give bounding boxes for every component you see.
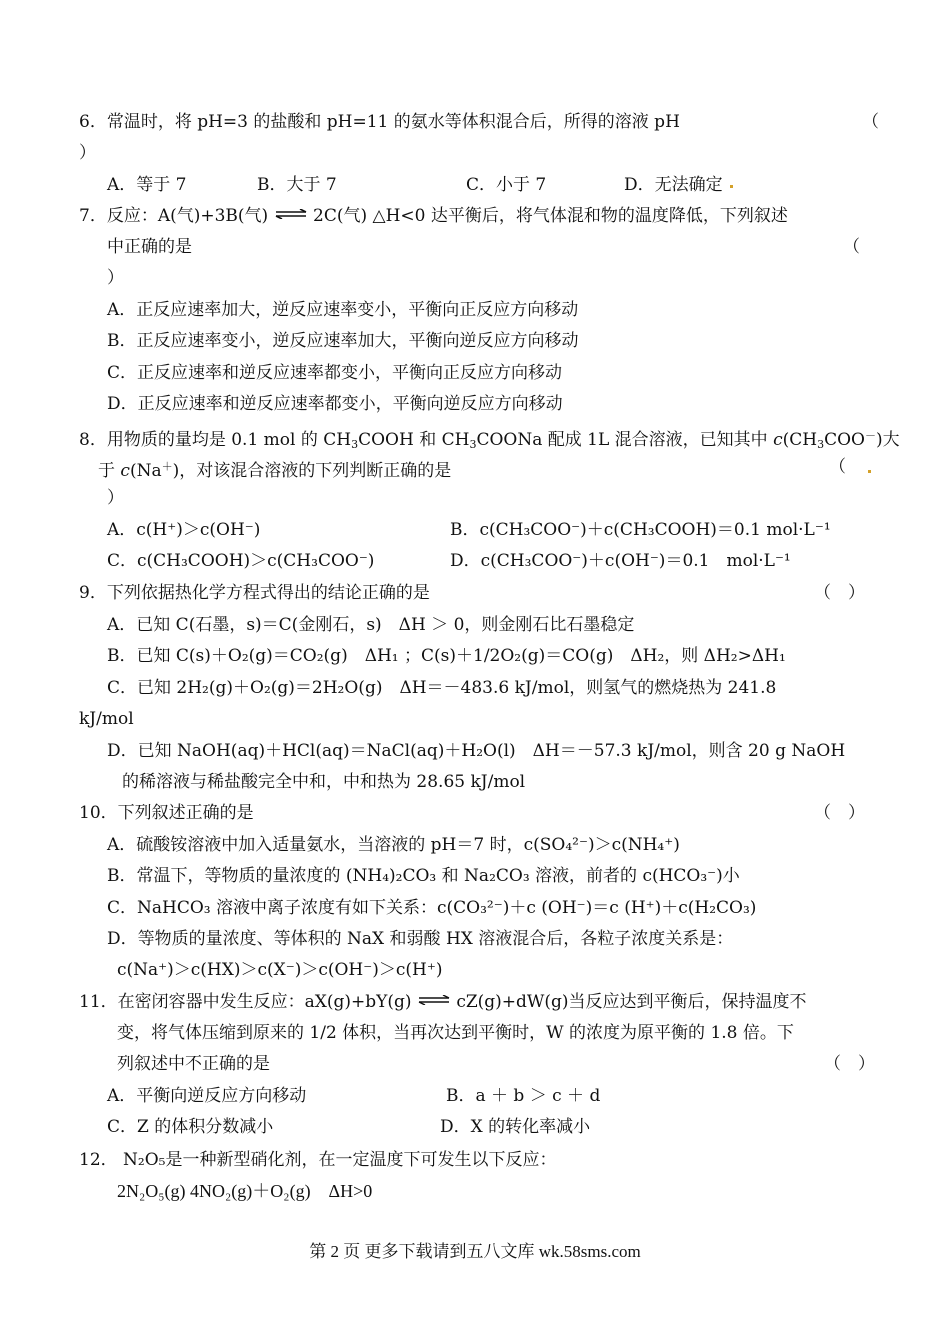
q10-option-d: D．等物质的量浓度、等体积的 NaX 和弱酸 HX 溶液混合后，各粒子浓度关系是： bbox=[107, 929, 734, 949]
q10-option-d-line2: c(Na⁺)＞c(HX)＞c(X⁻)＞c(OH⁻)＞c(H⁺) bbox=[117, 960, 443, 980]
q9-option-c: C．已知 2H₂(g)＋O₂(g)＝2H₂O(g) ΔH＝－483.6 kJ/mol，则氢气的燃烧热为 241.8 bbox=[107, 678, 777, 698]
q7-stem-pre: 7．反应：A(气)+3B(气) bbox=[79, 206, 269, 226]
equilibrium-arrow-icon bbox=[274, 209, 308, 219]
q9-option-d-line2: 的稀溶液与稀盐酸完全中和，中和热为 28.65 kJ/mol bbox=[122, 772, 526, 792]
q8-stem-part: c bbox=[773, 430, 783, 450]
q8-stem-part: COONa 配成 1L 混合溶液，已知其中 bbox=[476, 430, 774, 450]
q6-paren-open: （ bbox=[862, 112, 879, 132]
q8-stem-part: (Na bbox=[129, 461, 162, 481]
q12-stem: 12． N₂O₅是一种新型硝化剂，在一定温度下可发生以下反应： bbox=[79, 1150, 557, 1170]
q7-stem bbox=[79, 204, 788, 228]
q9-option-d: D．已知 NaOH(aq)＋HCl(aq)＝NaCl(aq)＋H₂O(l) ΔH＝－57.3 kJ/mol，则含 20 g NaOH bbox=[107, 741, 846, 761]
q8-paren-close: ） bbox=[107, 488, 124, 508]
q8-option-a: A．c(H⁺)＞c(OH⁻) bbox=[107, 520, 261, 540]
q11-option-b: B．a ＋ b ＞ c ＋ d bbox=[446, 1086, 601, 1106]
q8-stem: 8．用物质的量均是 0.1 mol 的 $CH_3COOH$ 和 $CH_3COONa$ 配成 1L 混合溶液，已知其中 $c(CH_3COO^-)$大 bbox=[79, 429, 900, 451]
q9-option-b: B．已知 C(s)＋O₂(g)＝CO₂(g) ΔH₁ ；C(s)＋1/2O₂(g)＝CO(g) ΔH₂，则 ΔH₂>ΔH₁ bbox=[107, 646, 786, 666]
q6-paren-close: ） bbox=[79, 143, 96, 163]
q9-option-a: A．已知 C(石墨，s)＝C(金刚石，s) ΔH ＞ 0，则金刚石比石墨稳定 bbox=[107, 615, 635, 635]
q11-stem bbox=[79, 990, 807, 1014]
q10-option-b: B．常温下，等物质的量浓度的 (NH₄)₂CO₃ 和 Na₂CO₃ 溶液，前者的 c(HCO₃⁻)小 bbox=[107, 866, 740, 886]
q10-paren: （ ） bbox=[814, 803, 865, 823]
q8-option-d: D．c(CH₃COO⁻)＋c(OH⁻)＝0.1 mol·L⁻¹ bbox=[450, 551, 791, 571]
q6-option-d: D．无法确定 bbox=[624, 175, 723, 195]
q8-paren-open: （ bbox=[829, 457, 846, 477]
q7-stem-line2: 中正确的是 bbox=[107, 237, 192, 257]
q9-option-c-line2: kJ/mol bbox=[79, 709, 134, 729]
q11-stem-line2: 变，将气体压缩到原来的 1/2 体积，当再次达到平衡时，W 的浓度为原平衡的 1.8 倍。下 bbox=[117, 1023, 794, 1043]
q7-option-c: C．正反应速率和逆反应速率都变小，平衡向正反应方向移动 bbox=[107, 363, 563, 383]
q11-option-c: C．Z 的体积分数减小 bbox=[107, 1117, 274, 1137]
q8-stem-part: c bbox=[120, 461, 130, 481]
q7-option-b: B．正反应速率变小，逆反应速率加大，平衡向逆反应方向移动 bbox=[107, 331, 579, 351]
q8-stem-line2: 于 c(Na＋)，对该混合溶液的下列判断正确的是 bbox=[98, 460, 452, 481]
q6-option-b: B．大于 7 bbox=[257, 175, 337, 195]
q11-stem-line3: 列叙述中不正确的是 bbox=[117, 1054, 270, 1074]
q11-stem-pre: 11．在密闭容器中发生反应：aX(g)+bY(g) bbox=[79, 992, 412, 1012]
q11-stem-post: cZ(g)+dW(g)当反应达到平衡后，保持温度不 bbox=[456, 992, 807, 1012]
q8-stem-part: )，对该混合溶液的下列判断正确的是 bbox=[172, 461, 452, 481]
q8-stem-part: COO bbox=[824, 430, 865, 450]
q6-stem: 6．常温时，将 pH=3 的盐酸和 pH=11 的氨水等体积混合后，所得的溶液 pH bbox=[79, 112, 680, 132]
q7-paren-close: ） bbox=[107, 268, 124, 288]
q9-stem: 9．下列依据热化学方程式得出的结论正确的是 bbox=[79, 583, 430, 603]
q6-option-c: C．小于 7 bbox=[466, 175, 547, 195]
q8-stem-part: COOH 和 CH bbox=[358, 430, 470, 450]
q8-stem-part: )大 bbox=[875, 430, 900, 450]
q11-option-a: A．平衡向逆反应方向移动 bbox=[107, 1086, 307, 1106]
q11-paren: （ ） bbox=[824, 1054, 875, 1074]
q7-paren-open: （ bbox=[843, 237, 860, 257]
q8-stem-part: 8．用物质的量均是 0.1 mol 的 CH bbox=[79, 430, 352, 450]
q9-paren: （ ） bbox=[814, 583, 865, 603]
q8-stem-part: 于 bbox=[98, 461, 121, 481]
q6-option-a: A．等于 7 bbox=[107, 175, 187, 195]
q7-option-d: D．正反应速率和逆反应速率都变小，平衡向逆反应方向移动 bbox=[107, 394, 563, 414]
page-footer: 第 2 页 更多下载请到五八文库 wk.58sms.com bbox=[309, 1242, 641, 1261]
scan-speck bbox=[730, 185, 733, 188]
equilibrium-arrow-icon bbox=[417, 995, 451, 1005]
scan-speck bbox=[868, 470, 871, 473]
q12-equation: 2N₂O₅(g) 4NO₂(g)＋O₂(g) ΔH>0 bbox=[117, 1181, 373, 1201]
q8-option-c: C．c(CH₃COOH)＞c(CH₃COO⁻) bbox=[107, 551, 375, 571]
q7-stem-post: 2C(气) △H<0 达平衡后，将气体混和物的温度降低，下列叙述 bbox=[313, 206, 788, 226]
q10-stem: 10．下列叙述正确的是 bbox=[79, 803, 254, 823]
q8-option-b: B．c(CH₃COO⁻)＋c(CH₃COOH)＝0.1 mol·L⁻¹ bbox=[450, 520, 831, 540]
q10-option-c: C．NaHCO₃ 溶液中离子浓度有如下关系：c(CO₃²⁻)＋c (OH⁻)＝c (H⁺)＋c(H₂CO₃) bbox=[107, 898, 757, 918]
q10-option-a: A．硫酸铵溶液中加入适量氨水，当溶液的 pH＝7 时，c(SO₄²⁻)＞c(NH₄⁺) bbox=[107, 835, 680, 855]
q11-option-d: D．X 的转化率减小 bbox=[440, 1117, 591, 1137]
q8-stem-part: (CH bbox=[782, 430, 818, 450]
q7-option-a: A．正反应速率加大，逆反应速率变小，平衡向正反应方向移动 bbox=[107, 300, 579, 320]
